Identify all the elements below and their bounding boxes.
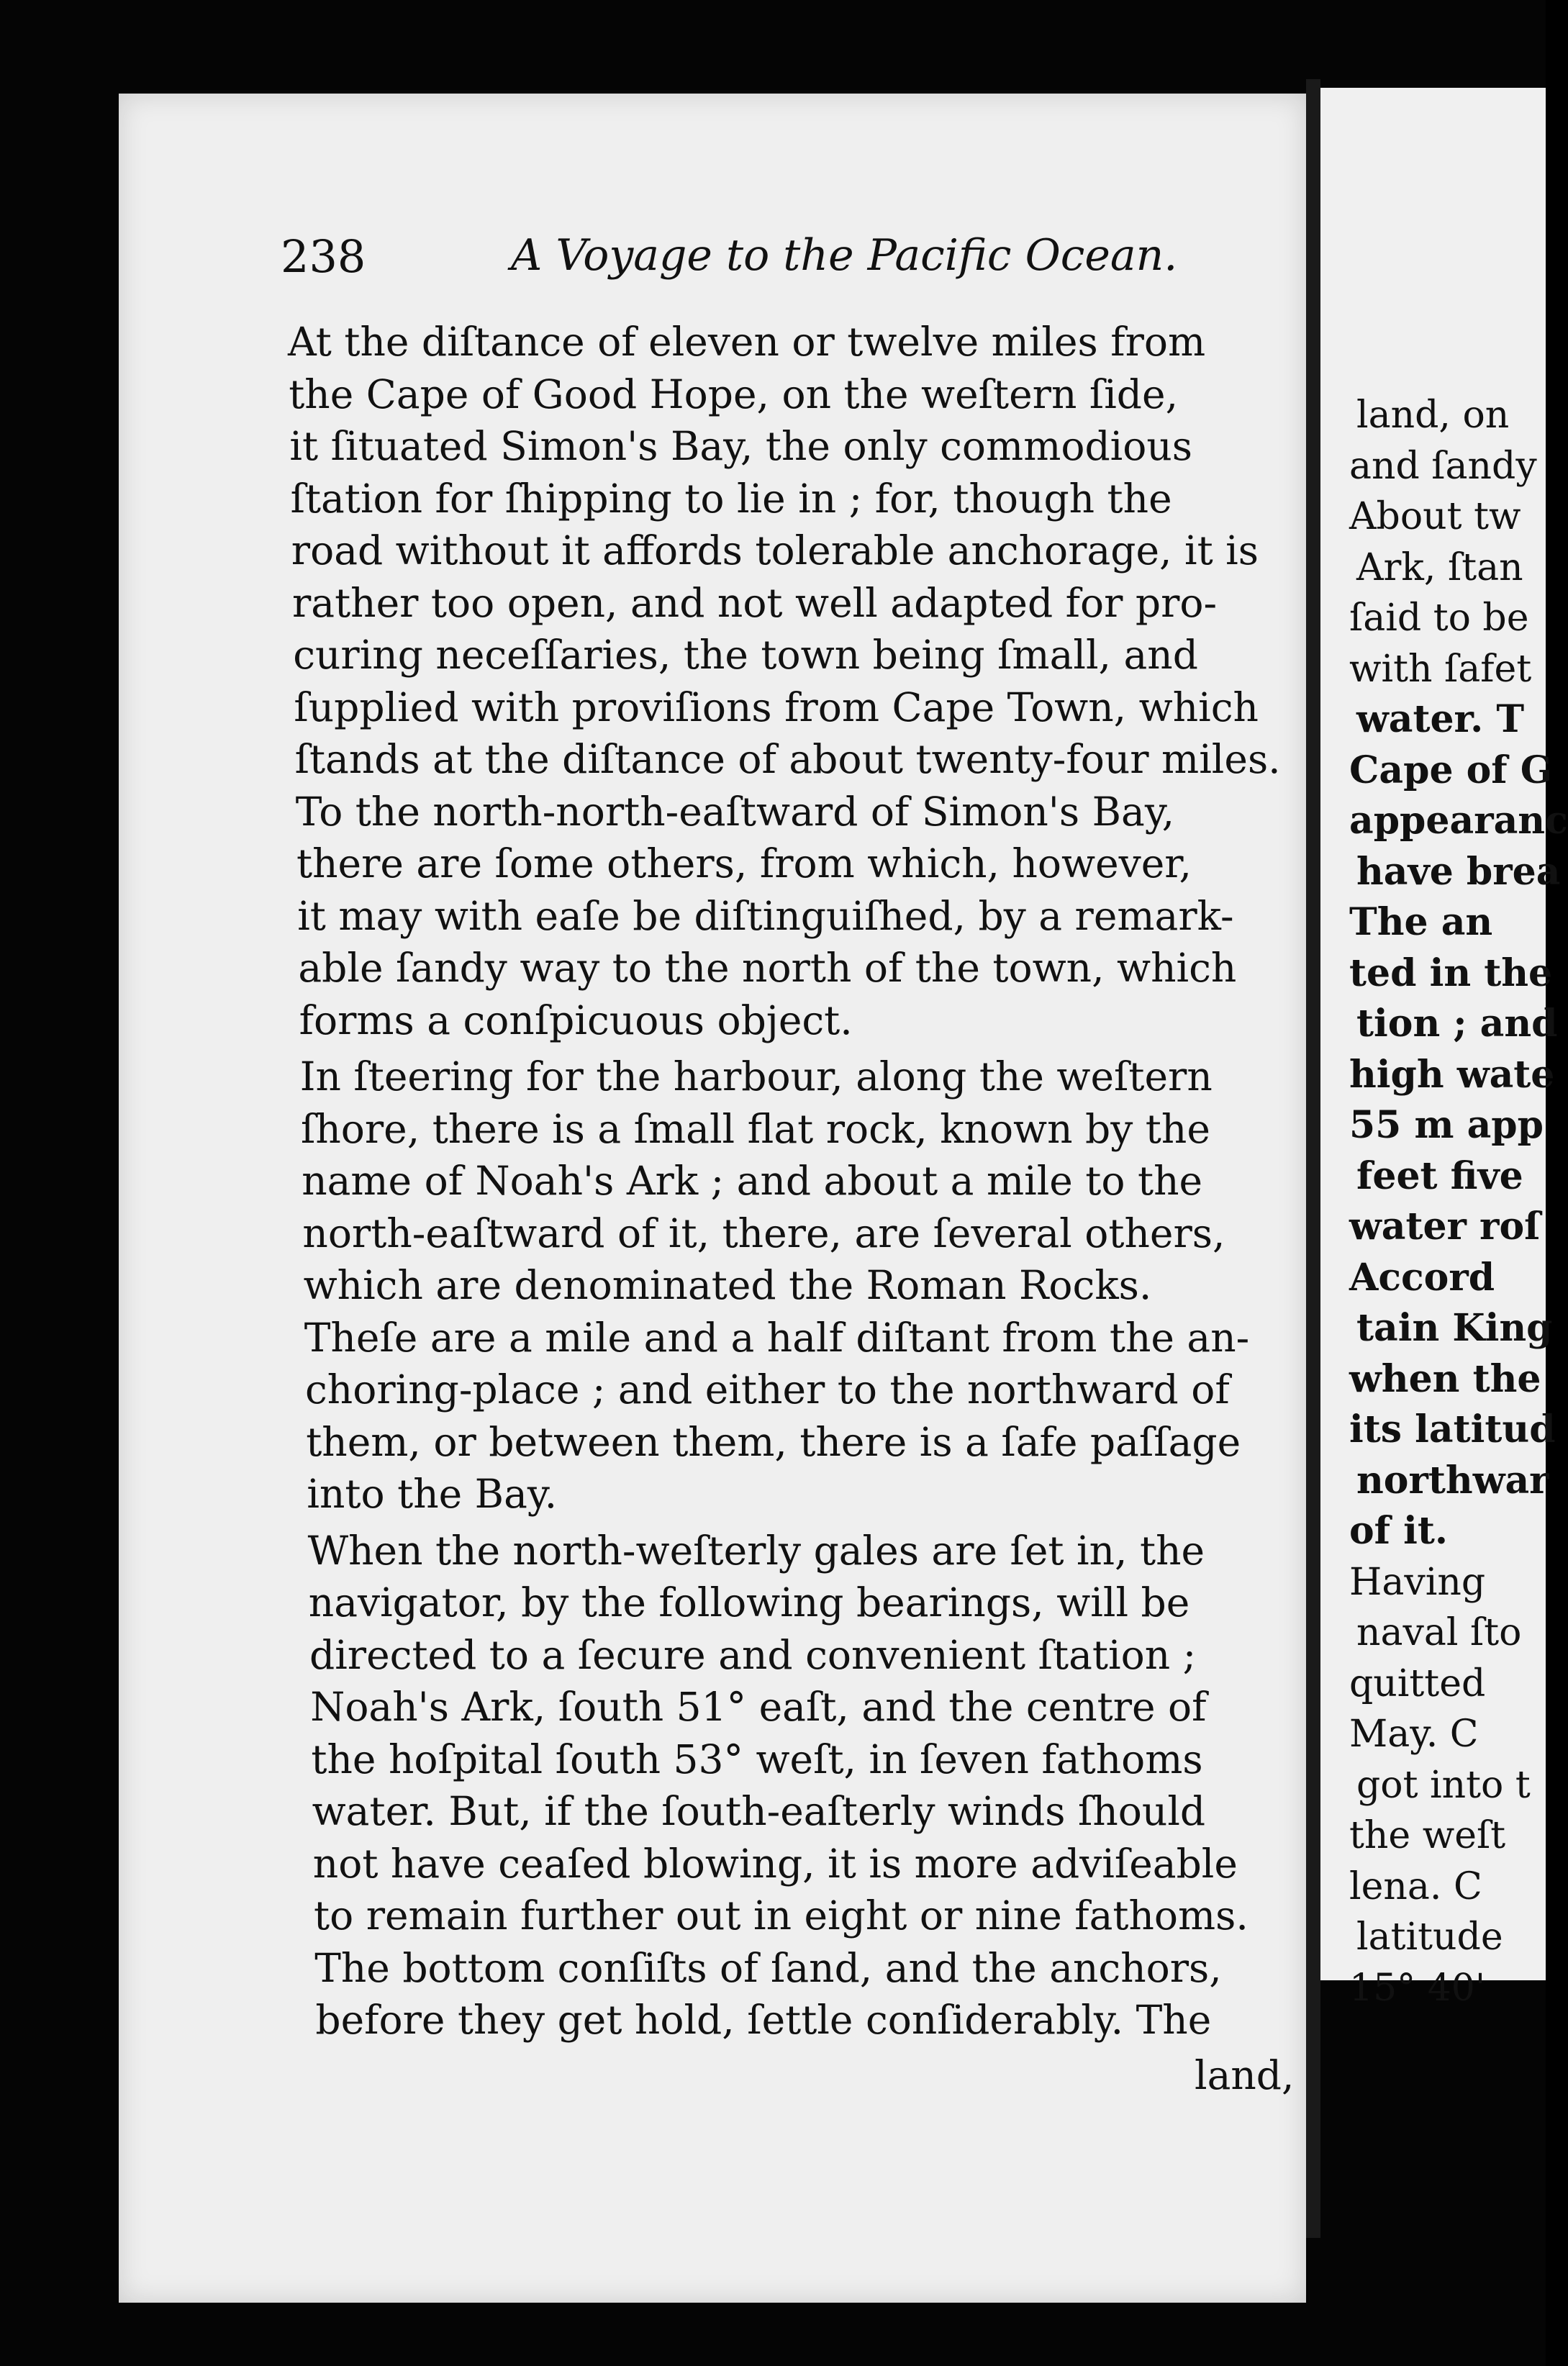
text-line: At the diſtance of eleven or twelve miles from <box>288 319 1206 365</box>
text-line: not have ceaſed blowing, it is more adviſeable <box>312 1840 1238 1887</box>
text-line: ſaid to be <box>1349 597 1529 640</box>
text-line: ted in the <box>1349 951 1553 995</box>
text-line: naval ſto <box>1356 1611 1522 1654</box>
text-line: forms a conſpicuous object. <box>299 997 853 1043</box>
text-line: directed to a ſecure and convenient ſtation ; <box>309 1631 1197 1678</box>
text-line: appearanc <box>1349 799 1568 843</box>
text-line: Ark, ſtan <box>1356 545 1523 589</box>
text-line: To the north-north-eaſtward of Simon's Bay, <box>295 788 1175 835</box>
book-gutter <box>1306 79 1320 2238</box>
text-line: have brea <box>1356 849 1561 894</box>
text-line: the Cape of Good Hope, on the weſtern ſide, <box>289 371 1179 417</box>
text-line: 15° 40' <box>1349 1966 1486 2010</box>
text-line: into the Bay. <box>307 1471 558 1517</box>
text-line: tain King <box>1356 1306 1553 1350</box>
text-line: its latitud <box>1349 1408 1556 1451</box>
text-line: to remain further out in eight or nine fathoms. <box>314 1893 1248 1939</box>
text-line: there are ſome others, from which, however, <box>296 840 1192 887</box>
text-line: northwar <box>1356 1458 1549 1502</box>
text-line: quitted <box>1349 1662 1486 1705</box>
text-line: ſtands at the diſtance of about twenty-four miles. <box>294 736 1281 782</box>
text-line: land, on <box>1356 394 1510 437</box>
page-header <box>281 230 1178 295</box>
text-line: the weſt <box>1349 1814 1506 1857</box>
text-line: Cape of G <box>1349 748 1553 792</box>
text-line: water. But, if the ſouth-eaſterly winds ſhould <box>312 1788 1206 1834</box>
text-line: high wate <box>1349 1052 1555 1097</box>
text-line: Noah's Ark, ſouth 51° eaſt, and the centre of <box>310 1684 1207 1730</box>
text-line: latitude <box>1356 1916 1503 1959</box>
page-number: 238 <box>281 230 366 283</box>
text-line: and ſandy <box>1349 444 1537 488</box>
text-line: The bottom conſiſts of ſand, and the anchors, <box>314 1944 1222 1991</box>
text-line: it may with eaſe be diſtinguiſhed, by a remark- <box>297 892 1234 939</box>
text-line: which are denominated the Roman Rocks. <box>303 1262 1152 1308</box>
text-line: May. C <box>1349 1713 1479 1756</box>
text-line: ſtation for ſhipping to lie in ; for, though the <box>290 475 1172 522</box>
text-line: navigator, by the following bearings, will be <box>308 1579 1190 1626</box>
text-line: before they get hold, ſettle conſiderably. The <box>315 1997 1212 2043</box>
text-line: north-eaſtward of it, there, are ſeveral others, <box>302 1210 1225 1256</box>
text-line: ſhore, there is a ſmall flat rock, known by the <box>301 1105 1210 1152</box>
text-line: lena. C <box>1349 1864 1482 1908</box>
text-line: them, or between them, there is a ſafe paſſage <box>306 1418 1241 1465</box>
text-line: rather too open, and not well adapted for pro- <box>292 579 1218 626</box>
text-line: Theſe are a mile and a half diſtant from the an- <box>304 1314 1250 1361</box>
text-line: When the north-weſterly gales are ſet in, the <box>307 1527 1205 1574</box>
text-line: the hoſpital ſouth 53° weſt, in ſeven fathoms <box>311 1736 1203 1782</box>
text-line: ſupplied with proviſions from Cape Town, which <box>294 684 1259 730</box>
text-line: of it. <box>1349 1509 1449 1553</box>
text-line: tion ; and <box>1356 1002 1558 1046</box>
text-line: Having <box>1349 1560 1486 1604</box>
text-line: water. T <box>1356 697 1525 741</box>
text-line: choring-place ; and either to the northward of <box>305 1366 1230 1413</box>
text-line: About tw <box>1349 495 1521 538</box>
text-line: name of Noah's Ark ; and about a mile to the <box>302 1158 1203 1204</box>
text-line: road without it affords tolerable anchorage, it is <box>291 527 1259 574</box>
right-page <box>1320 88 1568 2010</box>
text-line: it ſituated Simon's Bay, the only commodious <box>289 423 1193 469</box>
text-line: In ſteering for the harbour, along the weſtern <box>299 1053 1213 1100</box>
text-line: curing neceſſaries, the town being ſmall, and <box>293 632 1198 678</box>
text-line: able ſandy way to the north of the town, which <box>298 945 1237 991</box>
text-line: 55 m app <box>1349 1103 1544 1147</box>
text-line: when the <box>1349 1356 1541 1401</box>
running-head: A Voyage to the Pacific Ocean. <box>511 230 1178 281</box>
text-line: feet five <box>1356 1153 1523 1198</box>
text-line: with ſafet <box>1349 647 1532 691</box>
text-line: land, <box>1195 2052 1295 2098</box>
text-line: water roſ <box>1349 1205 1541 1248</box>
text-line: The an <box>1349 900 1493 944</box>
text-line: Accord <box>1349 1255 1495 1300</box>
text-line: got into t <box>1356 1763 1531 1807</box>
